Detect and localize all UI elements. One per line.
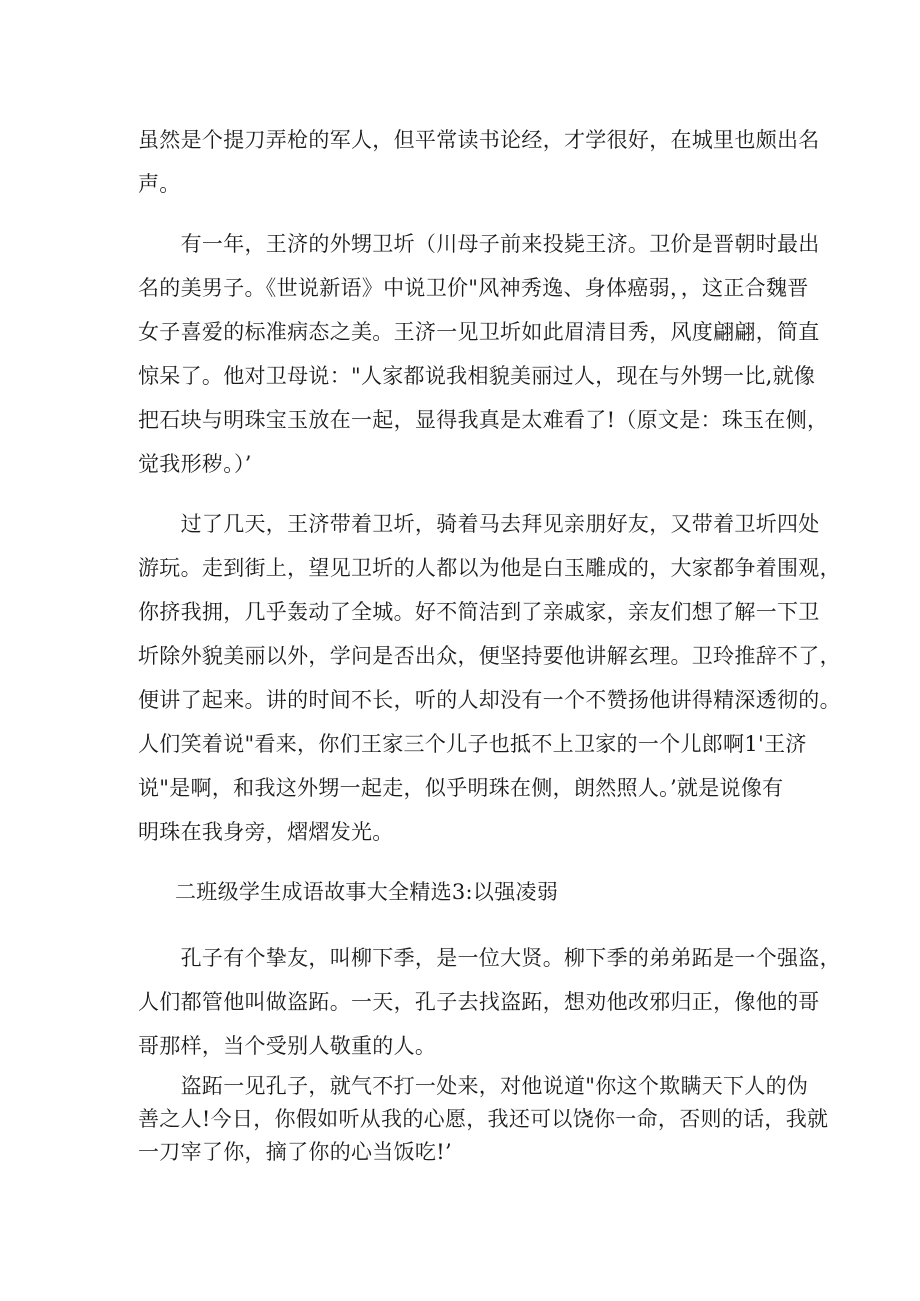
text-line: 你挤我拥，几乎轰动了全城。好不简洁到了亲戚家，亲友们想了解一下卫 [138, 600, 820, 624]
text-line: 哥那样，当个受别人敬重的人。 [138, 1034, 437, 1058]
text-line: 觉我形秽。）’ [138, 452, 252, 476]
text-line: 游玩。走到街上，望见卫圻的人都以为他是白玉雕成的，大家都争着围观， [138, 556, 841, 580]
text-line: 过了几天，王济带着卫圻，骑着马去拜见亲朋好友，又带着卫圻四处 [138, 512, 820, 536]
text-line: 一刀宰了你，摘了你的心当饭吃!’ [138, 1140, 452, 1164]
text-line: 便讲了起来。讲的时间不长，听的人却没有一个不赞扬他讲得精深透彻的。 [138, 688, 841, 712]
text-line: 女子喜爱的标准病态之美。王济一见卫圻如此眉清目秀，风度翩翩，简直 [138, 320, 820, 344]
paragraph-4 [138, 936, 841, 1068]
text-line: 声。 [138, 172, 181, 196]
text-line: 圻除外貌美丽以外，学问是否出众，便坚持要他讲解玄理。卫玲推辞不了， [138, 644, 841, 668]
text-line: 孔子有个挚友，叫柳下季，是一位大贤。柳下季的弟弟跖是一个强盗， [138, 946, 841, 970]
text-line: 虽然是个提刀弄枪的军人，但平常读书论经，才学很好，在城里也颇出名 [138, 128, 820, 152]
paragraph-3 [138, 502, 841, 854]
text-line: 人们笑着说"看来，你们王家三个儿子也抵不上卫家的一个儿郎啊1'王济 [138, 732, 807, 756]
text-line: 惊呆了。他对卫母说："人家都说我相貌美丽过人，现在与外甥一比,就像 [138, 364, 816, 388]
text-line: 明珠在我身旁，熠熠发光。 [138, 820, 394, 844]
text-line: 说"是啊，和我这外甥一起走，似乎明珠在侧，朗然照人。’就是说像有 [138, 776, 784, 800]
paragraph-5 [138, 1070, 829, 1169]
heading-text: 二班级学生成语故事大全精选3:以强凌弱 [175, 880, 559, 904]
section-heading [175, 870, 825, 914]
text-line: 有一年，王济的外甥卫圻（川母子前来投毙王济。卫价是晋朝时最出 [138, 232, 820, 256]
text-line: 人们都管他叫做盗跖。一天，孔子去找盗跖，想劝他改邪归正，像他的哥 [138, 990, 820, 1014]
text-line: 名的美男子。《世说新语》中说卫价"风神秀逸、身体癌弱，，这正合魏晋 [138, 276, 809, 300]
text-line: 把石块与明珠宝玉放在一起，显得我真是太难看了!（原文是：珠玉在侧， [138, 408, 829, 432]
paragraph-1 [138, 118, 820, 206]
paragraph-2 [138, 222, 829, 486]
text-line: 善之人!今日，你假如听从我的心愿，我还可以饶你一命，否则的话，我就 [138, 1107, 829, 1131]
text-line: 盗跖一见孔子，就气不打一处来，对他说道"你这个欺瞒天下人的伪 [138, 1074, 809, 1098]
